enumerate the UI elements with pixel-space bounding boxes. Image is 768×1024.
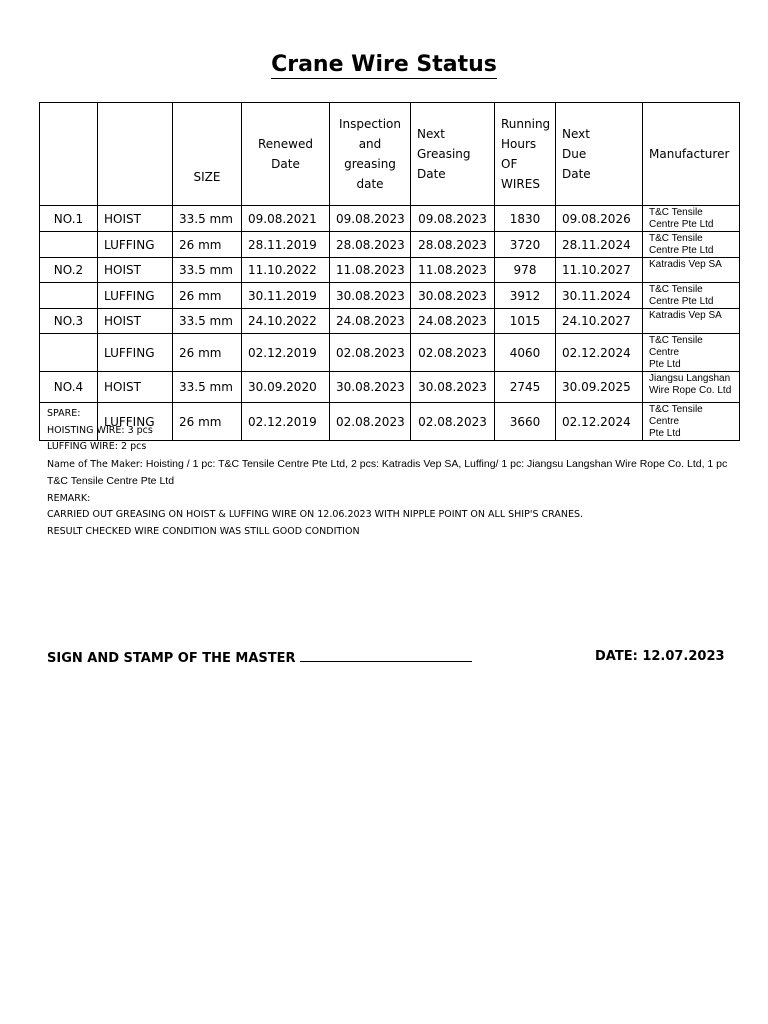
manufacturer-line: Pte Ltd — [649, 359, 681, 370]
cell-size: 33.5 mm — [173, 372, 242, 403]
master-signature — [47, 649, 472, 666]
cell-wire-type: LUFFING — [98, 232, 173, 258]
cell-wire-type: HOIST — [98, 372, 173, 403]
cell-inspection-date: 11.08.2023 — [330, 258, 411, 283]
manufacturer-line: Pte Ltd — [649, 428, 681, 439]
manufacturer-line: T&C Tensile — [649, 284, 703, 295]
cell-crane: NO.3 — [40, 309, 98, 334]
cell-manufacturer — [643, 206, 740, 232]
cell-renewed-date: 30.09.2020 — [242, 372, 330, 403]
table-row — [40, 372, 740, 403]
cell-crane: NO.2 — [40, 258, 98, 283]
cell-wire-type: HOIST — [98, 309, 173, 334]
cell-running-hours: 2745 — [495, 372, 556, 403]
cell-inspection-date: 24.08.2023 — [330, 309, 411, 334]
cell-wire-type: LUFFING — [98, 334, 173, 372]
cell-next-greasing-date: 02.08.2023 — [411, 334, 495, 372]
manufacturer-line: T&C Tensile — [649, 233, 703, 244]
cell-next-greasing-date: 11.08.2023 — [411, 258, 495, 283]
manufacturer-line: Centre Pte Ltd — [649, 296, 714, 307]
header-running-hours: Running Hours OF WIRES — [495, 103, 556, 206]
document-title-wrap — [0, 52, 768, 77]
manufacturer-line: T&C Tensile Centre — [649, 404, 703, 427]
cell-size: 26 mm — [173, 334, 242, 372]
header-inspection: Inspection and greasing date — [330, 103, 411, 206]
cell-next-greasing-date: 30.08.2023 — [411, 283, 495, 309]
cell-size: 33.5 mm — [173, 309, 242, 334]
header-size: SIZE — [173, 103, 242, 206]
cell-running-hours: 3912 — [495, 283, 556, 309]
cell-inspection-date: 02.08.2023 — [330, 403, 411, 441]
cell-renewed-date: 30.11.2019 — [242, 283, 330, 309]
cell-renewed-date: 02.12.2019 — [242, 403, 330, 441]
spare-label: SPARE: — [47, 408, 81, 419]
manufacturer-line: Centre Pte Ltd — [649, 219, 714, 230]
cell-running-hours: 3720 — [495, 232, 556, 258]
remark-line-2: RESULT CHECKED WIRE CONDITION WAS STILL GOOD CONDITION — [47, 525, 360, 537]
table-row — [40, 232, 740, 258]
cell-crane — [40, 232, 98, 258]
cell-wire-type: HOIST — [98, 206, 173, 232]
cell-next-greasing-date: 09.08.2023 — [411, 206, 495, 232]
cell-next-due-date: 24.10.2027 — [556, 309, 643, 334]
cell-wire-type: LUFFING — [98, 283, 173, 309]
cell-running-hours: 1015 — [495, 309, 556, 334]
cell-size: 26 mm — [173, 403, 242, 441]
cell-running-hours: 3660 — [495, 403, 556, 441]
cell-next-due-date: 28.11.2024 — [556, 232, 643, 258]
cell-crane: NO.1 — [40, 206, 98, 232]
cell-next-greasing-date: 24.08.2023 — [411, 309, 495, 334]
cell-running-hours: 978 — [495, 258, 556, 283]
cell-next-due-date: 09.08.2026 — [556, 206, 643, 232]
manufacturer-line: Katradis Vep SA — [649, 310, 722, 321]
luffing-wire-spare: LUFFING WIRE: 2 pcs — [47, 441, 147, 452]
cell-crane — [40, 283, 98, 309]
cell-manufacturer — [643, 283, 740, 309]
document-title: Crane Wire Status — [271, 52, 497, 77]
cell-renewed-date: 28.11.2019 — [242, 232, 330, 258]
remark-label: REMARK: — [47, 492, 91, 504]
cell-manufacturer — [643, 309, 740, 334]
cell-renewed-date: 02.12.2019 — [242, 334, 330, 372]
cell-inspection-date: 30.08.2023 — [330, 372, 411, 403]
cell-size: 33.5 mm — [173, 206, 242, 232]
table-row — [40, 283, 740, 309]
header-manufacturer: Manufacturer — [643, 103, 740, 206]
signature-line[interactable] — [300, 649, 472, 662]
header-type — [98, 103, 173, 206]
table-row — [40, 258, 740, 283]
cell-running-hours: 4060 — [495, 334, 556, 372]
table-row — [40, 309, 740, 334]
cell-renewed-date: 24.10.2022 — [242, 309, 330, 334]
cell-next-due-date: 30.09.2025 — [556, 372, 643, 403]
cell-wire-type: LUFFING — [98, 403, 173, 441]
notes-section — [47, 406, 747, 540]
table-header-row — [40, 103, 740, 206]
cell-renewed-date: 09.08.2021 — [242, 206, 330, 232]
header-renewed: Renewed Date — [242, 103, 330, 206]
remark-line-1: CARRIED OUT GREASING ON HOIST & LUFFING WIRE ON 12.06.2023 WITH NIPPLE POINT ON ALL SHIP'S CRANES. — [47, 509, 584, 520]
cell-running-hours: 1830 — [495, 206, 556, 232]
table-row — [40, 334, 740, 372]
hoisting-wire-spare: HOISTING WIRE: 3 pcs — [47, 424, 153, 436]
manufacturer-line: Jiangsu Langshan — [649, 373, 731, 384]
manufacturer-line: Katradis Vep SA — [649, 259, 722, 270]
cell-crane: NO.4 — [40, 372, 98, 403]
cell-inspection-date: 09.08.2023 — [330, 206, 411, 232]
cell-inspection-date: 28.08.2023 — [330, 232, 411, 258]
cell-next-due-date: 02.12.2024 — [556, 403, 643, 441]
manufacturer-line: Wire Rope Co. Ltd — [649, 385, 732, 396]
cell-next-due-date: 02.12.2024 — [556, 334, 643, 372]
cell-next-greasing-date: 02.08.2023 — [411, 403, 495, 441]
header-next-greasing: Next Greasing Date — [411, 103, 495, 206]
cell-size: 26 mm — [173, 283, 242, 309]
cell-next-greasing-date: 30.08.2023 — [411, 372, 495, 403]
cell-next-due-date: 30.11.2024 — [556, 283, 643, 309]
cell-manufacturer — [643, 258, 740, 283]
cell-next-greasing-date: 28.08.2023 — [411, 232, 495, 258]
manufacturer-line: Centre Pte Ltd — [649, 245, 714, 256]
cell-manufacturer — [643, 334, 740, 372]
maker-line — [47, 456, 747, 491]
cell-renewed-date: 11.10.2022 — [242, 258, 330, 283]
table-row — [40, 206, 740, 232]
maker-label: Name of The Maker: — [47, 458, 143, 470]
cell-next-due-date: 11.10.2027 — [556, 258, 643, 283]
sign-label: SIGN AND STAMP OF THE MASTER — [47, 651, 296, 666]
header-crane — [40, 103, 98, 206]
cell-size: 33.5 mm — [173, 258, 242, 283]
cell-inspection-date: 30.08.2023 — [330, 283, 411, 309]
document-date: DATE: 12.07.2023 — [595, 649, 725, 664]
maker-value: Hoisting / 1 pc: T&C Tensile Centre Pte Ltd, 2 pcs: Katradis Vep SA, Luffing/ 1 pc: Jiangsu Langshan Wire Rope Co. Ltd, 1 pc T&C Tensile Centre Pte Ltd — [47, 457, 728, 487]
cell-inspection-date: 02.08.2023 — [330, 334, 411, 372]
cell-manufacturer — [643, 372, 740, 403]
header-next-due: Next Due Date — [556, 103, 643, 206]
manufacturer-line: T&C Tensile Centre — [649, 335, 703, 358]
crane-wire-table — [39, 102, 740, 441]
cell-size: 26 mm — [173, 232, 242, 258]
cell-manufacturer — [643, 232, 740, 258]
cell-wire-type: HOIST — [98, 258, 173, 283]
cell-crane — [40, 334, 98, 372]
manufacturer-line: T&C Tensile — [649, 207, 703, 218]
